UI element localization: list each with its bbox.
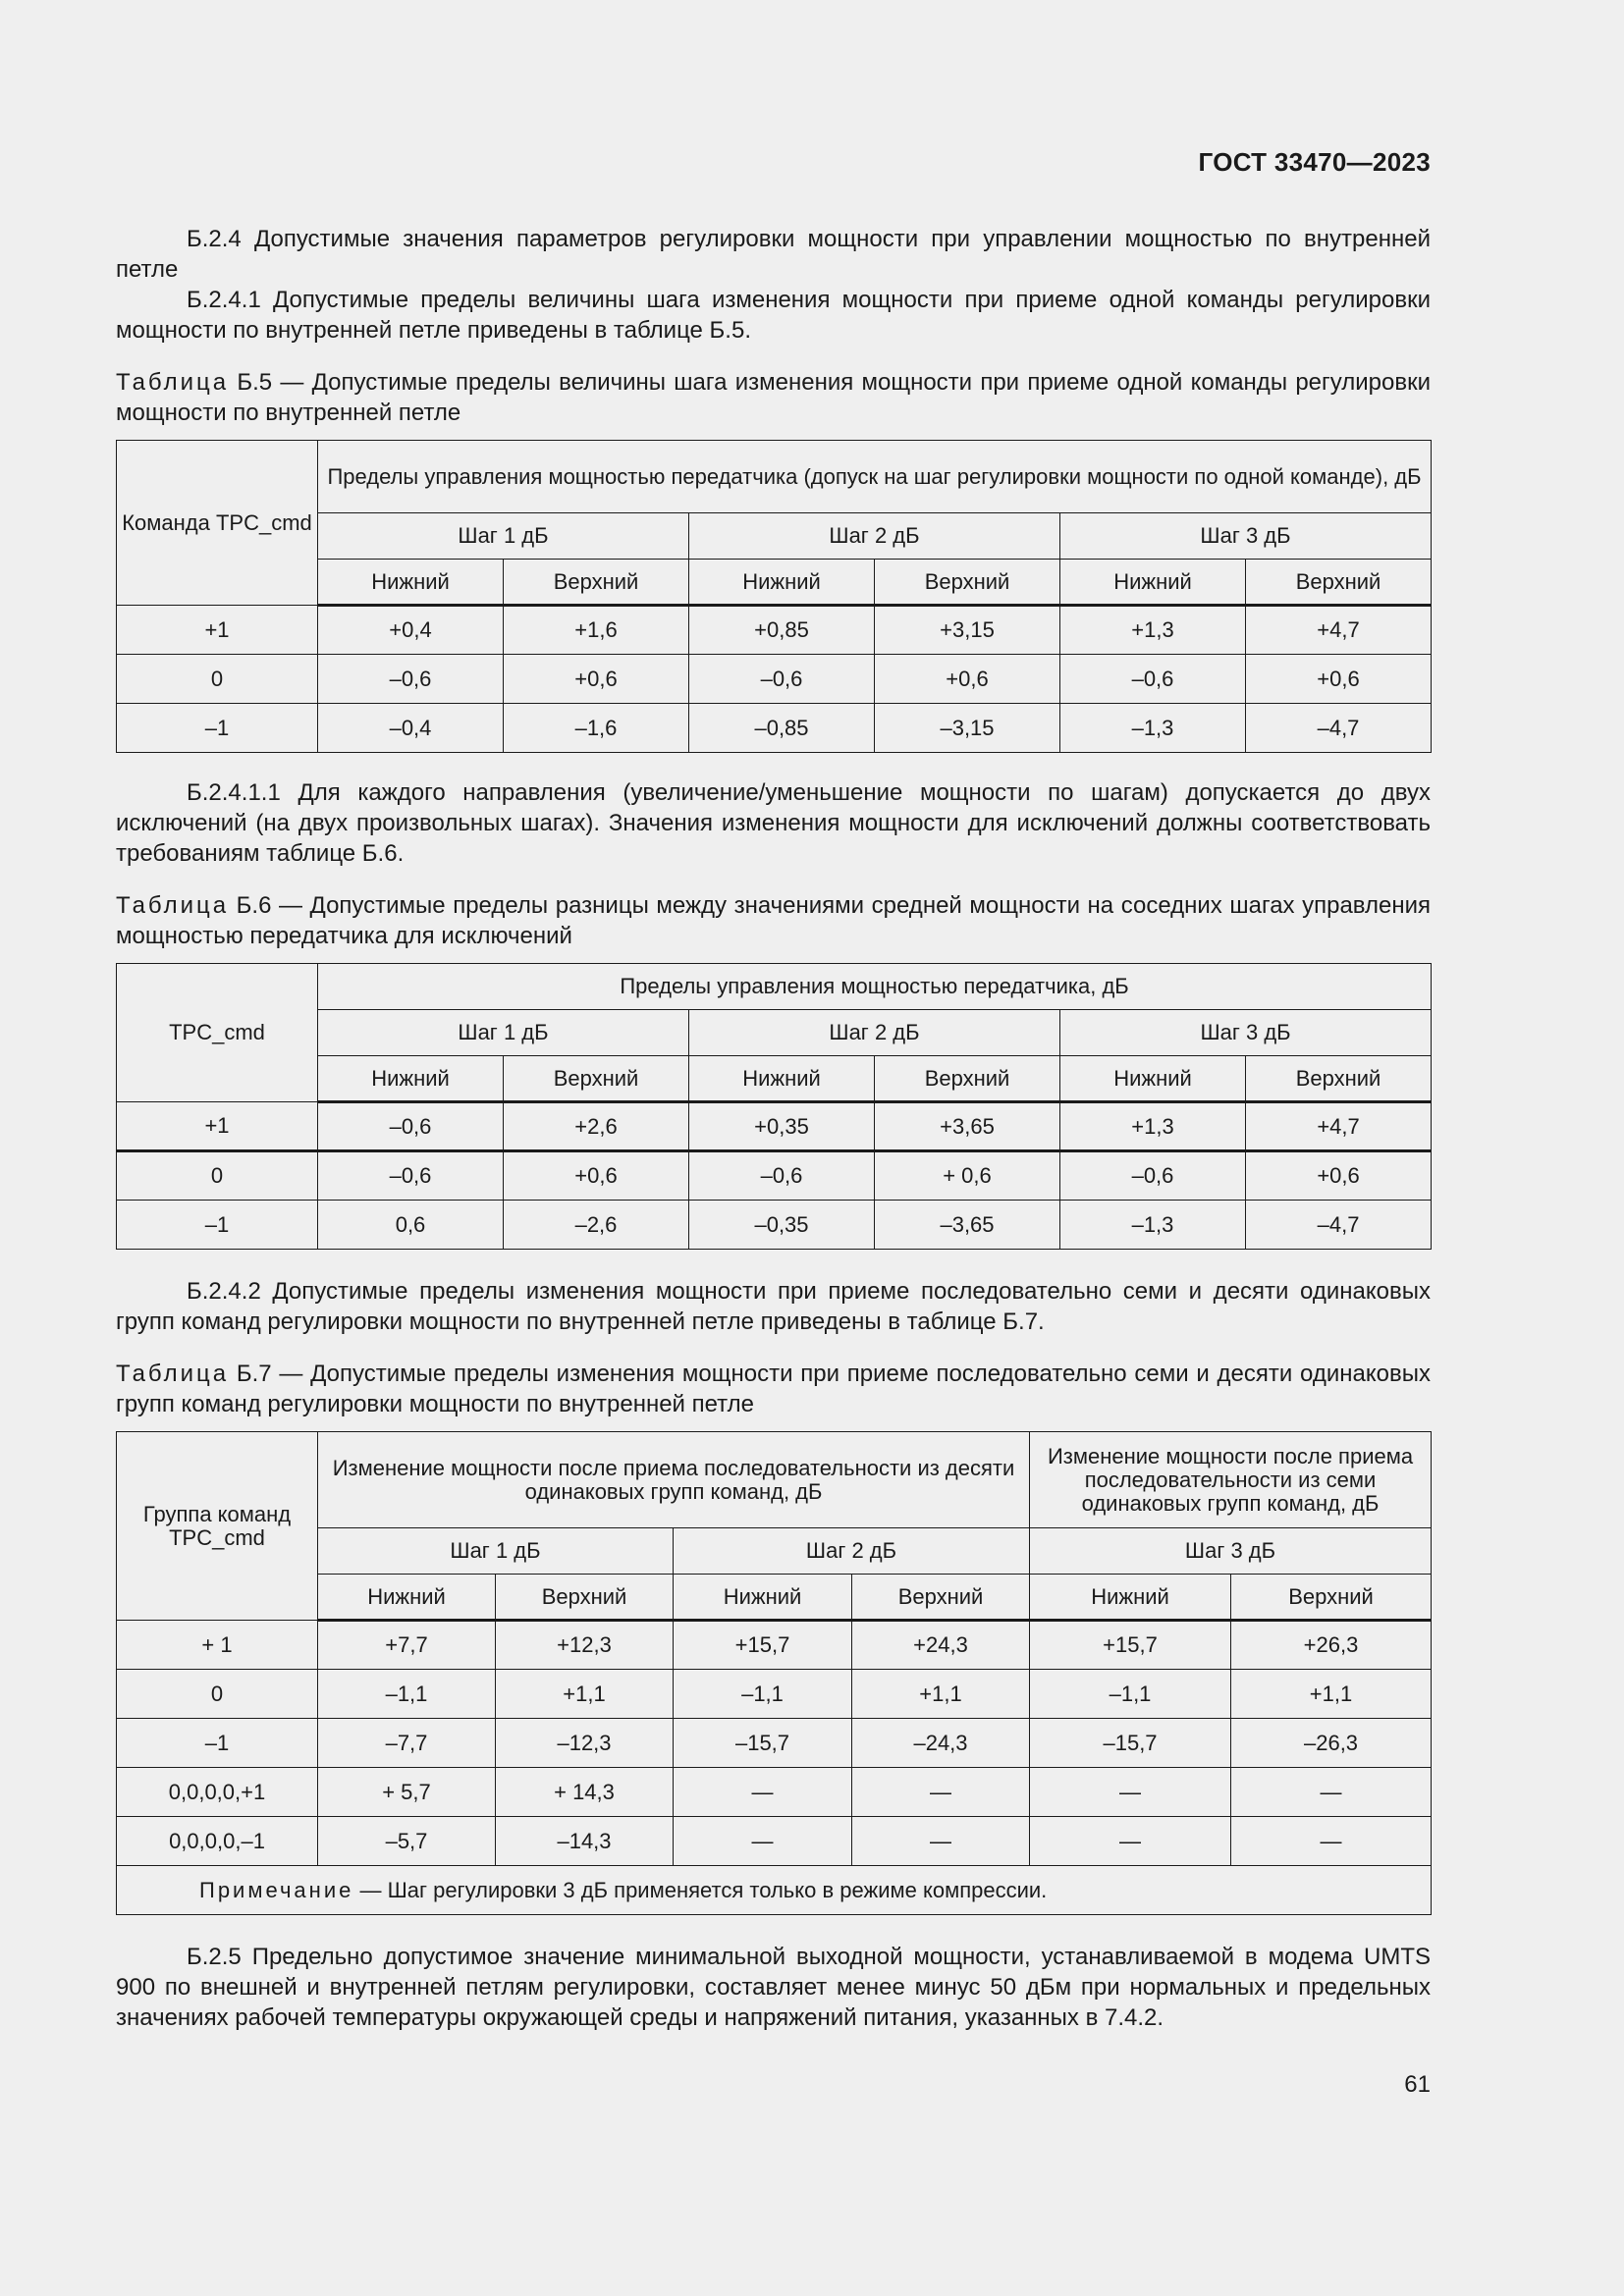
table-b7-high-header: Верхний xyxy=(1231,1575,1432,1621)
table-cell: –0,6 xyxy=(689,1151,875,1201)
table-cell: +2,6 xyxy=(504,1102,689,1151)
table-b7-low-header: Нижний xyxy=(674,1575,852,1621)
table-b7-step-header: Шаг 2 дБ xyxy=(674,1528,1030,1575)
table-cell: 0 xyxy=(117,1670,318,1719)
table-b7-group-header-seven: Изменение мощности после приема последовательности из семи одинаковых групп команд, дБ xyxy=(1030,1432,1432,1528)
table-cell: — xyxy=(852,1768,1030,1817)
table-cell: –1 xyxy=(117,1719,318,1768)
table-cell: –0,4 xyxy=(318,704,504,753)
table-cell: –1,3 xyxy=(1060,1201,1246,1250)
table-cell: — xyxy=(1231,1768,1432,1817)
table-cell: +3,15 xyxy=(875,606,1060,655)
table-cell: +24,3 xyxy=(852,1621,1030,1670)
table-cell: + 1 xyxy=(117,1621,318,1670)
table-cell: — xyxy=(674,1817,852,1866)
table-row xyxy=(117,1817,1432,1866)
table-cell: –0,6 xyxy=(1060,1151,1246,1201)
caption-word: Таблица xyxy=(116,369,230,396)
table-b6-group-header: Пределы управления мощностью передатчика, дБ xyxy=(318,964,1432,1010)
standard-header: ГОСТ 33470—2023 xyxy=(1198,147,1431,177)
table-b5-step-header: Шаг 2 дБ xyxy=(689,513,1060,560)
table-cell: +15,7 xyxy=(674,1621,852,1670)
table-b5-high-header: Верхний xyxy=(504,560,689,606)
table-row xyxy=(117,1768,1432,1817)
table-b5-high-header: Верхний xyxy=(1246,560,1432,606)
table-cell: 0 xyxy=(117,1151,318,1201)
table-row xyxy=(117,704,1432,753)
table-cell: +1,1 xyxy=(496,1670,674,1719)
table-b7-col0-header: Группа команд TPC_cmd xyxy=(117,1432,318,1621)
table-b6 xyxy=(116,963,1432,1250)
table-cell: +0,4 xyxy=(318,606,504,655)
table-cell: 0,0,0,0,–1 xyxy=(117,1817,318,1866)
table-cell: –1,1 xyxy=(674,1670,852,1719)
table-b6-high-header: Верхний xyxy=(1246,1056,1432,1102)
note-text: — Шаг регулировки 3 дБ применяется только в режиме компрессии. xyxy=(353,1877,1048,1902)
table-cell: –1 xyxy=(117,704,318,753)
table-cell: + 14,3 xyxy=(496,1768,674,1817)
table-cell: 0,0,0,0,+1 xyxy=(117,1768,318,1817)
table-b5 xyxy=(116,440,1432,753)
table-cell: +4,7 xyxy=(1246,1102,1432,1151)
table-b5-caption xyxy=(116,367,1431,428)
table-b7-step-header: Шаг 1 дБ xyxy=(318,1528,674,1575)
table-b6-high-header: Верхний xyxy=(875,1056,1060,1102)
table-b5-low-header: Нижний xyxy=(689,560,875,606)
table-row xyxy=(117,1670,1432,1719)
table-cell: +0,35 xyxy=(689,1102,875,1151)
table-b5-step-header: Шаг 3 дБ xyxy=(1060,513,1432,560)
table-cell: +0,6 xyxy=(504,655,689,704)
table-b5-low-header: Нижний xyxy=(318,560,504,606)
table-cell: +1 xyxy=(117,606,318,655)
table-cell: –0,6 xyxy=(318,655,504,704)
table-cell: –4,7 xyxy=(1246,1201,1432,1250)
table-b5-low-header: Нижний xyxy=(1060,560,1246,606)
table-b7-low-header: Нижний xyxy=(1030,1575,1231,1621)
table-cell: –14,3 xyxy=(496,1817,674,1866)
table-b6-caption xyxy=(116,890,1431,951)
table-cell: — xyxy=(1030,1768,1231,1817)
caption-word: Таблица xyxy=(116,892,230,919)
paragraph-b-2-5: Б.2.5 Предельно допустимое значение минимальной выходной мощности, устанавливаемой в модема UMTS 900 по внешней и внутренней петлям регулировки, составляет менее минус 50 дБм при нормальных и предельных значениях рабочей температуры окружающей среды и напряжений питания, указанных в 7.4.2. xyxy=(116,1944,1431,2031)
table-cell: +7,7 xyxy=(318,1621,496,1670)
table-b6-step-header: Шаг 1 дБ xyxy=(318,1010,689,1056)
table-cell: –15,7 xyxy=(1030,1719,1231,1768)
table-cell: –2,6 xyxy=(504,1201,689,1250)
table-cell: — xyxy=(1030,1817,1231,1866)
table-b7-low-header: Нижний xyxy=(318,1575,496,1621)
caption-text: Б.5 — Допустимые пределы величины шага изменения мощности при приеме одной команды регулировки мощности по внутренней петле xyxy=(116,369,1431,426)
table-row xyxy=(117,1621,1432,1670)
caption-text: Б.7 — Допустимые пределы изменения мощности при приеме последовательно семи и десяти одинаковых групп команд регулировки мощности по внутренней петле xyxy=(116,1361,1431,1417)
paragraph-b-2-4: Б.2.4 Допустимые значения параметров регулировки мощности при управлении мощностью по внутренней петле xyxy=(116,226,1431,283)
table-cell: –0,35 xyxy=(689,1201,875,1250)
table-cell: +0,6 xyxy=(875,655,1060,704)
table-cell: –24,3 xyxy=(852,1719,1030,1768)
caption-text: Б.6 — Допустимые пределы разницы между значениями средней мощности на соседних шагах управления мощностью передатчика для исключений xyxy=(116,892,1431,949)
table-cell: –7,7 xyxy=(318,1719,496,1768)
table-b5-step-header: Шаг 1 дБ xyxy=(318,513,689,560)
table-cell: –1 xyxy=(117,1201,318,1250)
table-b7-note xyxy=(117,1866,1432,1915)
table-cell: –3,65 xyxy=(875,1201,1060,1250)
table-cell: +1,3 xyxy=(1060,606,1246,655)
note-word: Примечание xyxy=(199,1877,354,1902)
table-cell: +0,85 xyxy=(689,606,875,655)
table-b5-col0-header: Команда TPC_cmd xyxy=(117,441,318,606)
table-cell: +3,65 xyxy=(875,1102,1060,1151)
table-b7-step-header: Шаг 3 дБ xyxy=(1030,1528,1432,1575)
table-cell: –5,7 xyxy=(318,1817,496,1866)
table-cell: +0,6 xyxy=(504,1151,689,1201)
table-cell: –0,6 xyxy=(318,1102,504,1151)
table-b7-group-header-ten: Изменение мощности после приема последовательности из десяти одинаковых групп команд, дБ xyxy=(318,1432,1030,1528)
table-cell: 0,6 xyxy=(318,1201,504,1250)
table-cell: –1,3 xyxy=(1060,704,1246,753)
table-row xyxy=(117,1102,1432,1151)
table-b6-low-header: Нижний xyxy=(318,1056,504,1102)
table-cell: +15,7 xyxy=(1030,1621,1231,1670)
table-cell: +1 xyxy=(117,1102,318,1151)
table-cell: +4,7 xyxy=(1246,606,1432,655)
table-row xyxy=(117,1201,1432,1250)
table-b5-high-header: Верхний xyxy=(875,560,1060,606)
table-cell: — xyxy=(674,1768,852,1817)
table-cell: + 0,6 xyxy=(875,1151,1060,1201)
table-cell: –0,85 xyxy=(689,704,875,753)
page-number: 61 xyxy=(1404,2071,1431,2098)
table-cell: +0,6 xyxy=(1246,1151,1432,1201)
table-cell: +1,1 xyxy=(852,1670,1030,1719)
table-b7-high-header: Верхний xyxy=(852,1575,1030,1621)
table-cell: +1,6 xyxy=(504,606,689,655)
table-cell: –0,6 xyxy=(318,1151,504,1201)
table-cell: –3,15 xyxy=(875,704,1060,753)
table-cell: + 5,7 xyxy=(318,1768,496,1817)
table-cell: +0,6 xyxy=(1246,655,1432,704)
table-cell: +26,3 xyxy=(1231,1621,1432,1670)
paragraph-b-2-4-1: Б.2.4.1 Допустимые пределы величины шага изменения мощности при приеме одной команды регулировки мощности по внутренней петле приведены в таблице Б.5. xyxy=(116,287,1431,344)
table-b6-low-header: Нижний xyxy=(1060,1056,1246,1102)
table-b7 xyxy=(116,1431,1432,1915)
table-b6-high-header: Верхний xyxy=(504,1056,689,1102)
table-cell: –0,6 xyxy=(1060,655,1246,704)
table-b7-caption xyxy=(116,1359,1431,1419)
table-b7-high-header: Верхний xyxy=(496,1575,674,1621)
table-cell: –0,6 xyxy=(689,655,875,704)
table-b6-low-header: Нижний xyxy=(689,1056,875,1102)
caption-word: Таблица xyxy=(116,1361,230,1387)
table-cell: — xyxy=(1231,1817,1432,1866)
table-cell: –1,1 xyxy=(318,1670,496,1719)
table-row xyxy=(117,1719,1432,1768)
table-b6-step-header: Шаг 3 дБ xyxy=(1060,1010,1432,1056)
table-row xyxy=(117,1151,1432,1201)
table-cell: — xyxy=(852,1817,1030,1866)
table-cell: +1,1 xyxy=(1231,1670,1432,1719)
document-page xyxy=(116,0,1431,2296)
table-cell: –1,1 xyxy=(1030,1670,1231,1719)
table-b5-group-header: Пределы управления мощностью передатчика (допуск на шаг регулировки мощности по одной команде), дБ xyxy=(318,441,1432,513)
table-cell: –12,3 xyxy=(496,1719,674,1768)
table-cell: –15,7 xyxy=(674,1719,852,1768)
table-cell: 0 xyxy=(117,655,318,704)
table-b6-step-header: Шаг 2 дБ xyxy=(689,1010,1060,1056)
table-cell: –26,3 xyxy=(1231,1719,1432,1768)
table-cell: –4,7 xyxy=(1246,704,1432,753)
paragraph-b-2-4-1-1: Б.2.4.1.1 Для каждого направления (увеличение/уменьшение мощности по шагам) допускается до двух исключений (на двух произвольных шагах). Значения изменения мощности для исключений должны соответствовать требованиям таблице Б.6. xyxy=(116,779,1431,867)
table-row xyxy=(117,606,1432,655)
paragraph-b-2-4-2: Б.2.4.2 Допустимые пределы изменения мощности при приеме последовательно семи и десяти одинаковых групп команд регулировки мощности по внутренней петле приведены в таблице Б.7. xyxy=(116,1278,1431,1335)
table-cell: –1,6 xyxy=(504,704,689,753)
table-cell: +12,3 xyxy=(496,1621,674,1670)
table-b6-col0-header: TPC_cmd xyxy=(117,964,318,1102)
table-row xyxy=(117,655,1432,704)
table-cell: +1,3 xyxy=(1060,1102,1246,1151)
